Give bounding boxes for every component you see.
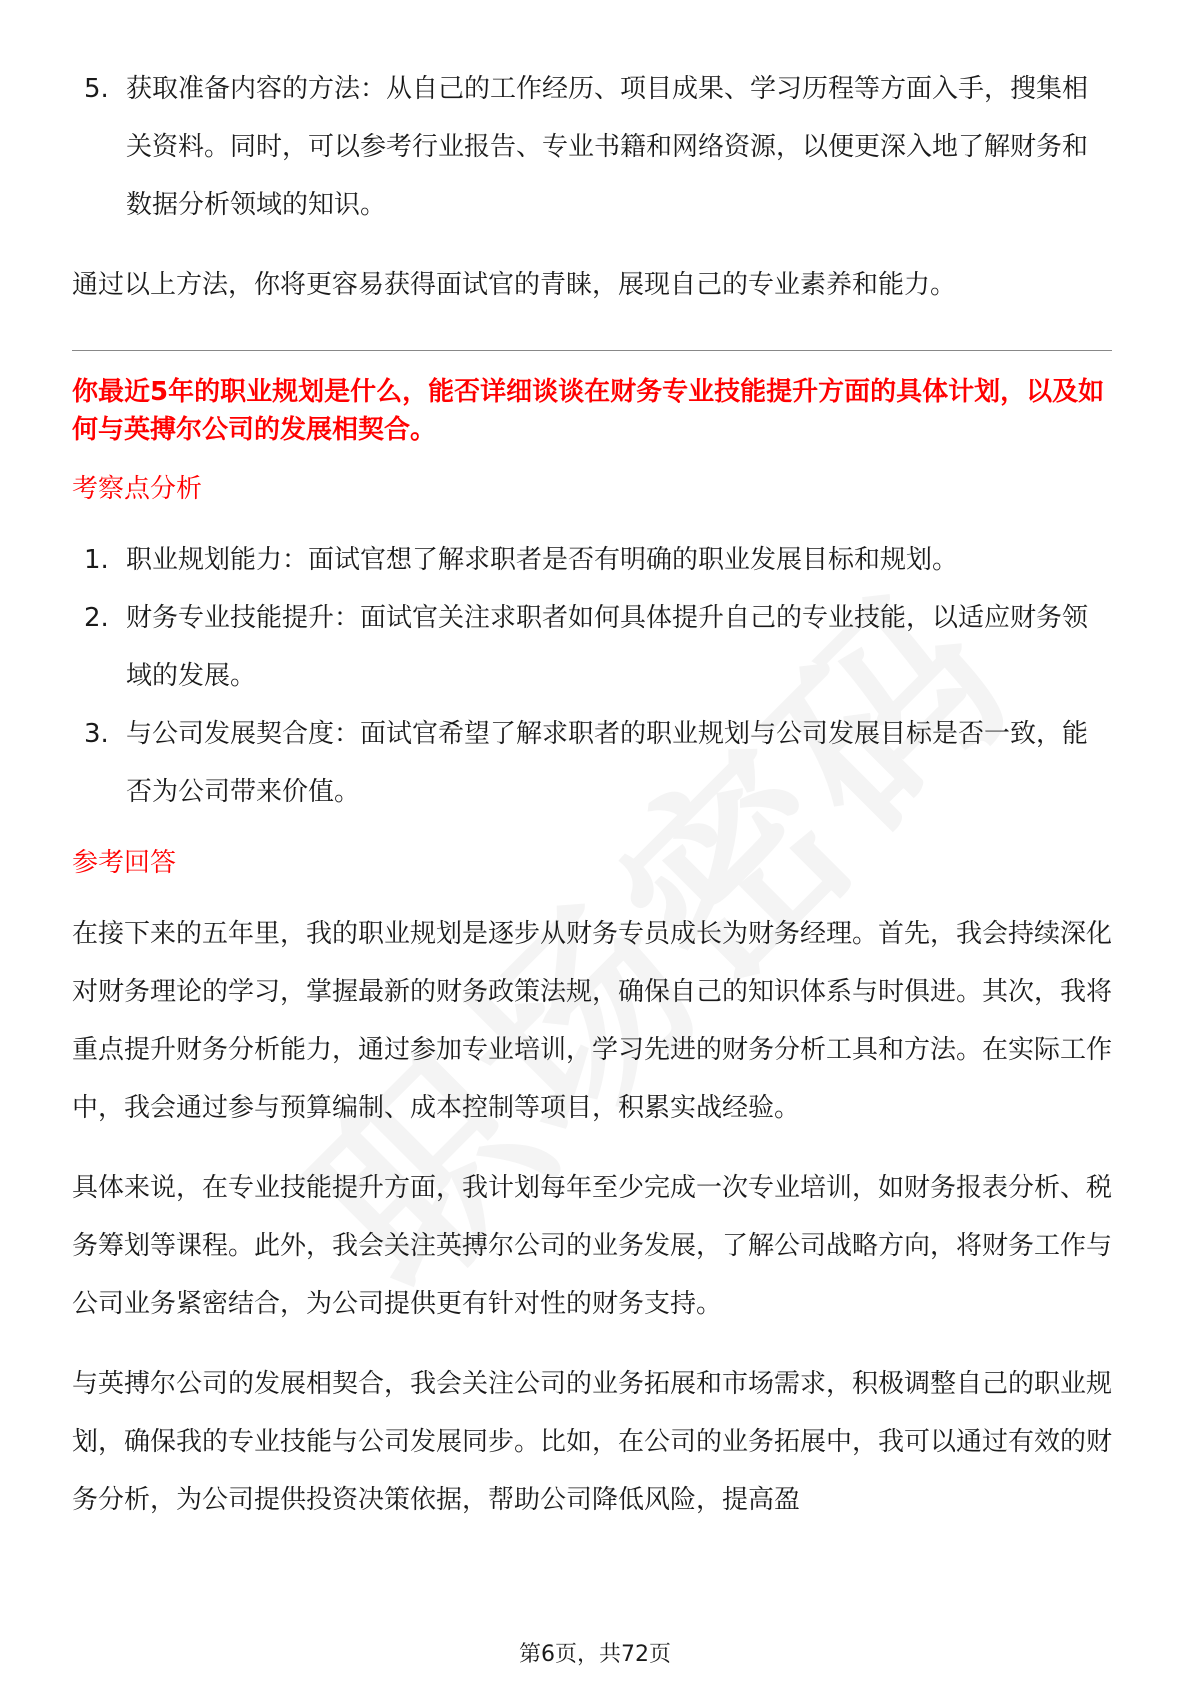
prev-summary: 通过以上方法，你将更容易获得面试官的青睐，展现自己的专业素养和能力。 bbox=[72, 270, 957, 300]
list-item bbox=[72, 589, 1112, 705]
answer-paragraph: 在接下来的五年里，我的职业规划是逐步从财务专员成长为财务经理。首先，我会持续深化对财务理论的学习，掌握最新的财务政策法规，确保自己的知识体系与时俱进。其次，我将重点提升财务分析能力，通过参加专业培训，学习先进的财务分析工具和方法。在实际工作中，我会通过参与预算编制、成本控制等项目，积累实战经验。 bbox=[72, 919, 1113, 1123]
list-item-number: 3. bbox=[84, 719, 109, 749]
list-item bbox=[72, 705, 1112, 821]
answer-paragraph: 具体来说，在专业技能提升方面，我计划每年至少完成一次专业培训，如财务报表分析、税务筹划等课程。此外，我会关注英搏尔公司的业务发展，了解公司战略方向，将财务工作与公司业务紧密结合，为公司提供更有针对性的财务支持。 bbox=[72, 1173, 1113, 1319]
list-item-number: 5. bbox=[84, 74, 109, 104]
list-item-number: 2. bbox=[84, 603, 109, 633]
list-item bbox=[72, 60, 1112, 234]
prev-list bbox=[72, 60, 1112, 234]
answer-paragraph: 与英搏尔公司的发展相契合，我会关注公司的业务拓展和市场需求，积极调整自己的职业规划，确保我的专业技能与公司发展同步。比如，在公司的业务拓展中，我可以通过有效的财务分析，为公司提供投资决策依据，帮助公司降低风险，提高盈 bbox=[72, 1369, 1113, 1515]
list-item-number: 1. bbox=[84, 545, 109, 575]
list-item-text: 职业规划能力：面试官想了解求职者是否有明确的职业发展目标和规划。 bbox=[126, 545, 959, 575]
list-item-text: 获取准备内容的方法：从自己的工作经历、项目成果、学习历程等方面入手，搜集相关资料。同时，可以参考行业报告、专业书籍和网络资源，以便更深入地了解财务和数据分析领域的知识。 bbox=[126, 74, 1089, 220]
list-item-text: 与公司发展契合度：面试官希望了解求职者的职业规划与公司发展目标是否一致，能否为公司带来价值。 bbox=[126, 719, 1089, 807]
page-number: 第6页，共72页 bbox=[519, 1642, 671, 1667]
page-content bbox=[72, 60, 1112, 1529]
list-item-text: 财务专业技能提升：面试官关注求职者如何具体提升自己的专业技能，以适应财务领域的发展。 bbox=[126, 603, 1089, 691]
analysis-heading: 考察点分析 bbox=[72, 474, 203, 504]
list-item bbox=[72, 531, 1112, 589]
interview-question: 你最近5年的职业规划是什么，能否详细谈谈在财务专业技能提升方面的具体计划，以及如何与英搏尔公司的发展相契合。 bbox=[72, 377, 1105, 445]
answer-heading: 参考回答 bbox=[72, 848, 177, 878]
analysis-list bbox=[72, 531, 1112, 821]
